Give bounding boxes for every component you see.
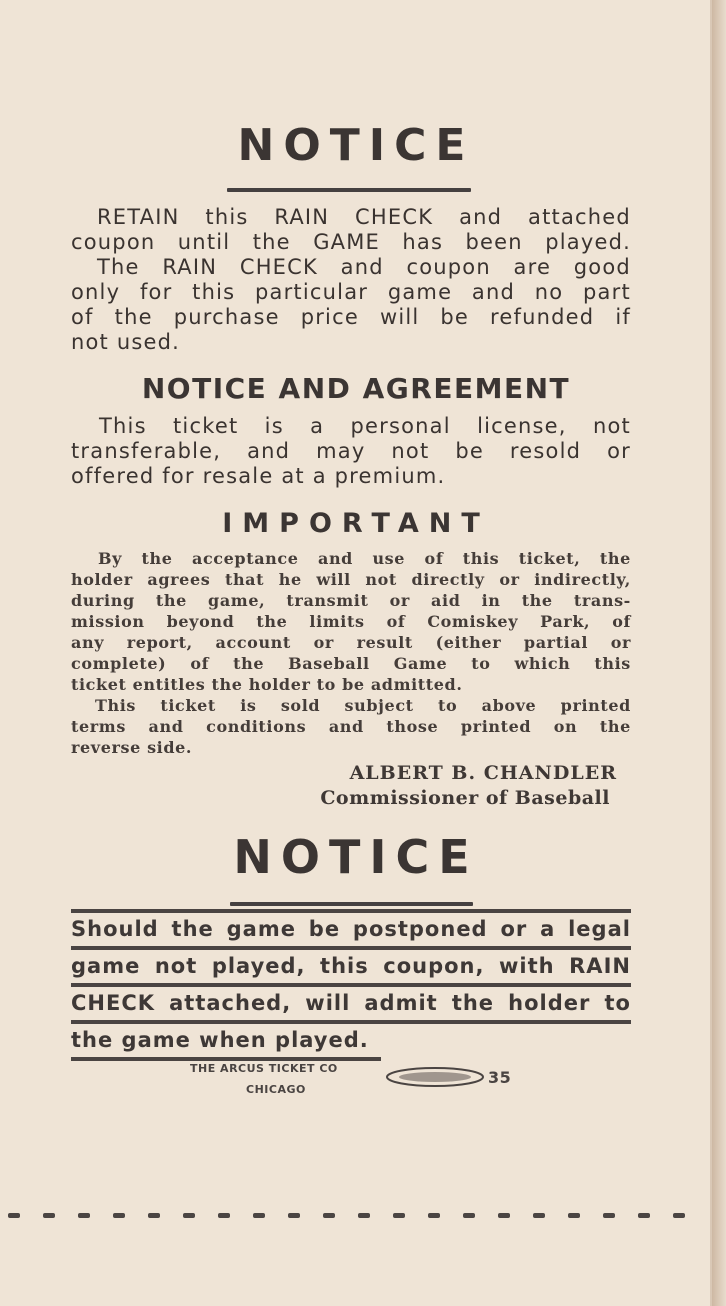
word: part	[583, 280, 631, 304]
word: which	[514, 654, 571, 673]
word: this	[462, 549, 500, 568]
word: The	[97, 255, 140, 279]
text-line	[71, 548, 631, 569]
word: indirectly,	[534, 570, 631, 589]
notice-heading-rule	[227, 188, 471, 192]
word: only	[71, 280, 121, 304]
signature-title: Commissioner of Baseball	[320, 787, 610, 809]
text-line	[71, 611, 631, 632]
word: trans-	[573, 591, 631, 610]
word: By	[98, 549, 123, 568]
word: price	[300, 305, 359, 329]
perforation-hole	[358, 1213, 370, 1218]
word: or	[313, 633, 334, 652]
text-line	[71, 255, 631, 280]
word: the	[599, 549, 631, 568]
word: to	[604, 991, 631, 1015]
word: attached	[528, 205, 631, 229]
word: legal	[568, 917, 631, 941]
word: this	[594, 654, 631, 673]
text-line	[71, 330, 631, 355]
perforation-hole	[218, 1213, 230, 1218]
word: ticket,	[518, 549, 581, 568]
word: purchase	[173, 305, 280, 329]
word: game,	[208, 591, 266, 610]
word: offered for resale at a premium.	[71, 464, 446, 488]
perforation-hole	[393, 1213, 405, 1218]
word: not used.	[71, 330, 181, 354]
text-line	[71, 716, 631, 737]
word: be	[308, 917, 341, 941]
word: attached,	[169, 991, 292, 1015]
word: or	[500, 917, 528, 941]
word: mission	[71, 612, 145, 631]
word: admit	[364, 991, 438, 1015]
word: holder	[508, 991, 591, 1015]
word: will	[316, 570, 351, 589]
word: ticket entitles the holder to be admitted.	[71, 675, 463, 694]
text-line	[71, 695, 631, 716]
word: license,	[477, 414, 567, 438]
word: and	[148, 717, 184, 736]
word: This	[99, 414, 147, 438]
word: coupon	[406, 255, 491, 279]
word: Park,	[540, 612, 591, 631]
word: (either	[435, 633, 502, 652]
word: the game when played.	[71, 1028, 369, 1052]
word: and	[459, 205, 503, 229]
rain-check-notice-text	[71, 205, 631, 355]
word: those	[386, 717, 439, 736]
text-line	[71, 280, 631, 305]
perforation-hole	[463, 1213, 475, 1218]
word: are	[513, 255, 552, 279]
word: or	[607, 439, 631, 463]
word: account	[215, 633, 291, 652]
word: game	[387, 280, 453, 304]
text-line	[71, 569, 631, 590]
word: CHECK	[355, 205, 434, 229]
text-line	[71, 632, 631, 653]
perforation-hole	[78, 1213, 90, 1218]
perforation-line	[0, 1213, 712, 1221]
word: no	[534, 280, 564, 304]
perforation-hole	[498, 1213, 510, 1218]
agreement-heading: NOTICE AND AGREEMENT	[141, 372, 571, 405]
word: has	[402, 230, 444, 254]
text-line	[71, 230, 631, 255]
word: ticket	[173, 414, 239, 438]
word: printed	[560, 696, 631, 715]
word: he	[278, 570, 302, 589]
word: refunded	[490, 305, 595, 329]
text-line	[71, 987, 631, 1024]
word: of	[424, 549, 444, 568]
word: RAIN	[274, 205, 330, 229]
important-heading: IMPORTANT	[222, 508, 490, 539]
word: of	[190, 654, 210, 673]
printer-name: THE ARCUS TICKET CO	[190, 1062, 338, 1075]
word: subject	[344, 696, 414, 715]
text-line	[71, 414, 631, 439]
text-line	[71, 464, 631, 489]
word: for	[139, 280, 173, 304]
word: the	[171, 917, 214, 941]
word: GAME	[313, 230, 381, 254]
word: this	[320, 954, 369, 978]
word: of	[612, 612, 631, 631]
word: resold	[509, 439, 582, 463]
word: the	[599, 717, 631, 736]
word: Baseball	[288, 654, 370, 673]
word: this	[205, 205, 249, 229]
word: sold	[280, 696, 321, 715]
word: postponed	[352, 917, 488, 941]
word: of	[386, 612, 406, 631]
word: may	[316, 439, 366, 463]
word: RAIN	[162, 255, 218, 279]
notice-heading-2-rule	[230, 902, 473, 906]
word: complete)	[71, 654, 167, 673]
notice-heading-2: NOTICE	[233, 830, 479, 884]
perforation-hole	[428, 1213, 440, 1218]
word: will	[305, 991, 351, 1015]
word: and	[471, 280, 516, 304]
word: personal	[350, 414, 451, 438]
word: the	[114, 305, 153, 329]
word: in	[481, 591, 501, 610]
word: agrees	[147, 570, 211, 589]
word: the	[521, 591, 553, 610]
perforation-hole	[8, 1213, 20, 1218]
word: the	[451, 991, 495, 1015]
word: or	[389, 591, 410, 610]
word: limits	[309, 612, 365, 631]
word: not	[391, 439, 430, 463]
word: not	[592, 414, 631, 438]
word: and	[247, 439, 291, 463]
word: and	[340, 255, 384, 279]
word: and	[317, 549, 353, 568]
word: CHECK	[71, 991, 156, 1015]
word: to	[471, 654, 491, 673]
word: the	[256, 612, 288, 631]
word: and	[328, 717, 364, 736]
union-label-seal	[385, 1063, 485, 1091]
word: until	[177, 230, 231, 254]
word: a	[310, 414, 325, 438]
word: good	[573, 255, 631, 279]
word: beyond	[166, 612, 235, 631]
word: terms	[71, 717, 126, 736]
word: is	[240, 696, 257, 715]
perforation-hole	[568, 1213, 580, 1218]
word: result	[356, 633, 413, 652]
word: This	[95, 696, 137, 715]
perforation-hole	[183, 1213, 195, 1218]
word: a	[540, 917, 556, 941]
word: the	[252, 230, 291, 254]
word: transmit	[286, 591, 369, 610]
word: or	[610, 633, 631, 652]
printer-city: CHICAGO	[246, 1083, 306, 1096]
perforation-hole	[113, 1213, 125, 1218]
word: conditions	[206, 717, 307, 736]
postponed-coupon-text	[71, 909, 631, 1061]
word: ticket	[160, 696, 216, 715]
word: on	[553, 717, 578, 736]
word: acceptance	[191, 549, 299, 568]
word: reverse side.	[71, 738, 193, 757]
word: be	[455, 439, 484, 463]
word: RETAIN	[97, 205, 180, 229]
word: the	[233, 654, 265, 673]
text-line	[71, 950, 631, 987]
word: that	[224, 570, 265, 589]
text-line	[71, 674, 631, 695]
word: RAIN	[569, 954, 631, 978]
word: partial	[523, 633, 589, 652]
ticket-edge	[712, 0, 726, 1306]
notice-heading: NOTICE	[237, 120, 475, 171]
word: Should	[71, 917, 159, 941]
word: Comiskey	[427, 612, 519, 631]
perforation-hole	[288, 1213, 300, 1218]
text-line	[71, 737, 631, 758]
word: be	[440, 305, 470, 329]
word: not	[365, 570, 397, 589]
word: holder	[71, 570, 133, 589]
word: played.	[545, 230, 631, 254]
word: coupon,	[383, 954, 485, 978]
word: CHECK	[239, 255, 318, 279]
word: the	[141, 549, 173, 568]
word: any	[71, 633, 105, 652]
word: this	[192, 280, 236, 304]
word: Game	[393, 654, 448, 673]
perforation-hole	[43, 1213, 55, 1218]
perforation-hole	[673, 1213, 685, 1218]
word: with	[499, 954, 555, 978]
text-line	[71, 590, 631, 611]
word: to	[438, 696, 458, 715]
word: report,	[126, 633, 193, 652]
word: printed	[460, 717, 532, 736]
signature-name: ALBERT B. CHANDLER	[349, 762, 617, 784]
word: aid	[431, 591, 461, 610]
word: during	[71, 591, 135, 610]
perforation-hole	[638, 1213, 650, 1218]
perforation-hole	[148, 1213, 160, 1218]
word: will	[379, 305, 420, 329]
word: use	[372, 549, 406, 568]
word: is	[264, 414, 284, 438]
important-text	[71, 548, 631, 758]
word: above	[481, 696, 537, 715]
word: directly	[411, 570, 485, 589]
word: of	[71, 305, 94, 329]
perforation-hole	[253, 1213, 265, 1218]
word: been	[465, 230, 523, 254]
word: played,	[211, 954, 306, 978]
perforation-hole	[603, 1213, 615, 1218]
form-number: 35	[488, 1068, 512, 1087]
word: game	[226, 917, 296, 941]
text-line	[71, 305, 631, 330]
text-line	[71, 653, 631, 674]
word: if	[615, 305, 631, 329]
text-line	[71, 1024, 381, 1061]
word: particular	[255, 280, 369, 304]
perforation-hole	[323, 1213, 335, 1218]
text-line	[71, 439, 631, 464]
text-line	[71, 205, 631, 230]
word: transferable,	[71, 439, 222, 463]
word: the	[155, 591, 187, 610]
agreement-text	[71, 414, 631, 489]
text-line	[71, 913, 631, 950]
word: coupon	[71, 230, 156, 254]
word: game	[71, 954, 141, 978]
perforation-hole	[533, 1213, 545, 1218]
word: not	[154, 954, 198, 978]
word: or	[499, 570, 520, 589]
